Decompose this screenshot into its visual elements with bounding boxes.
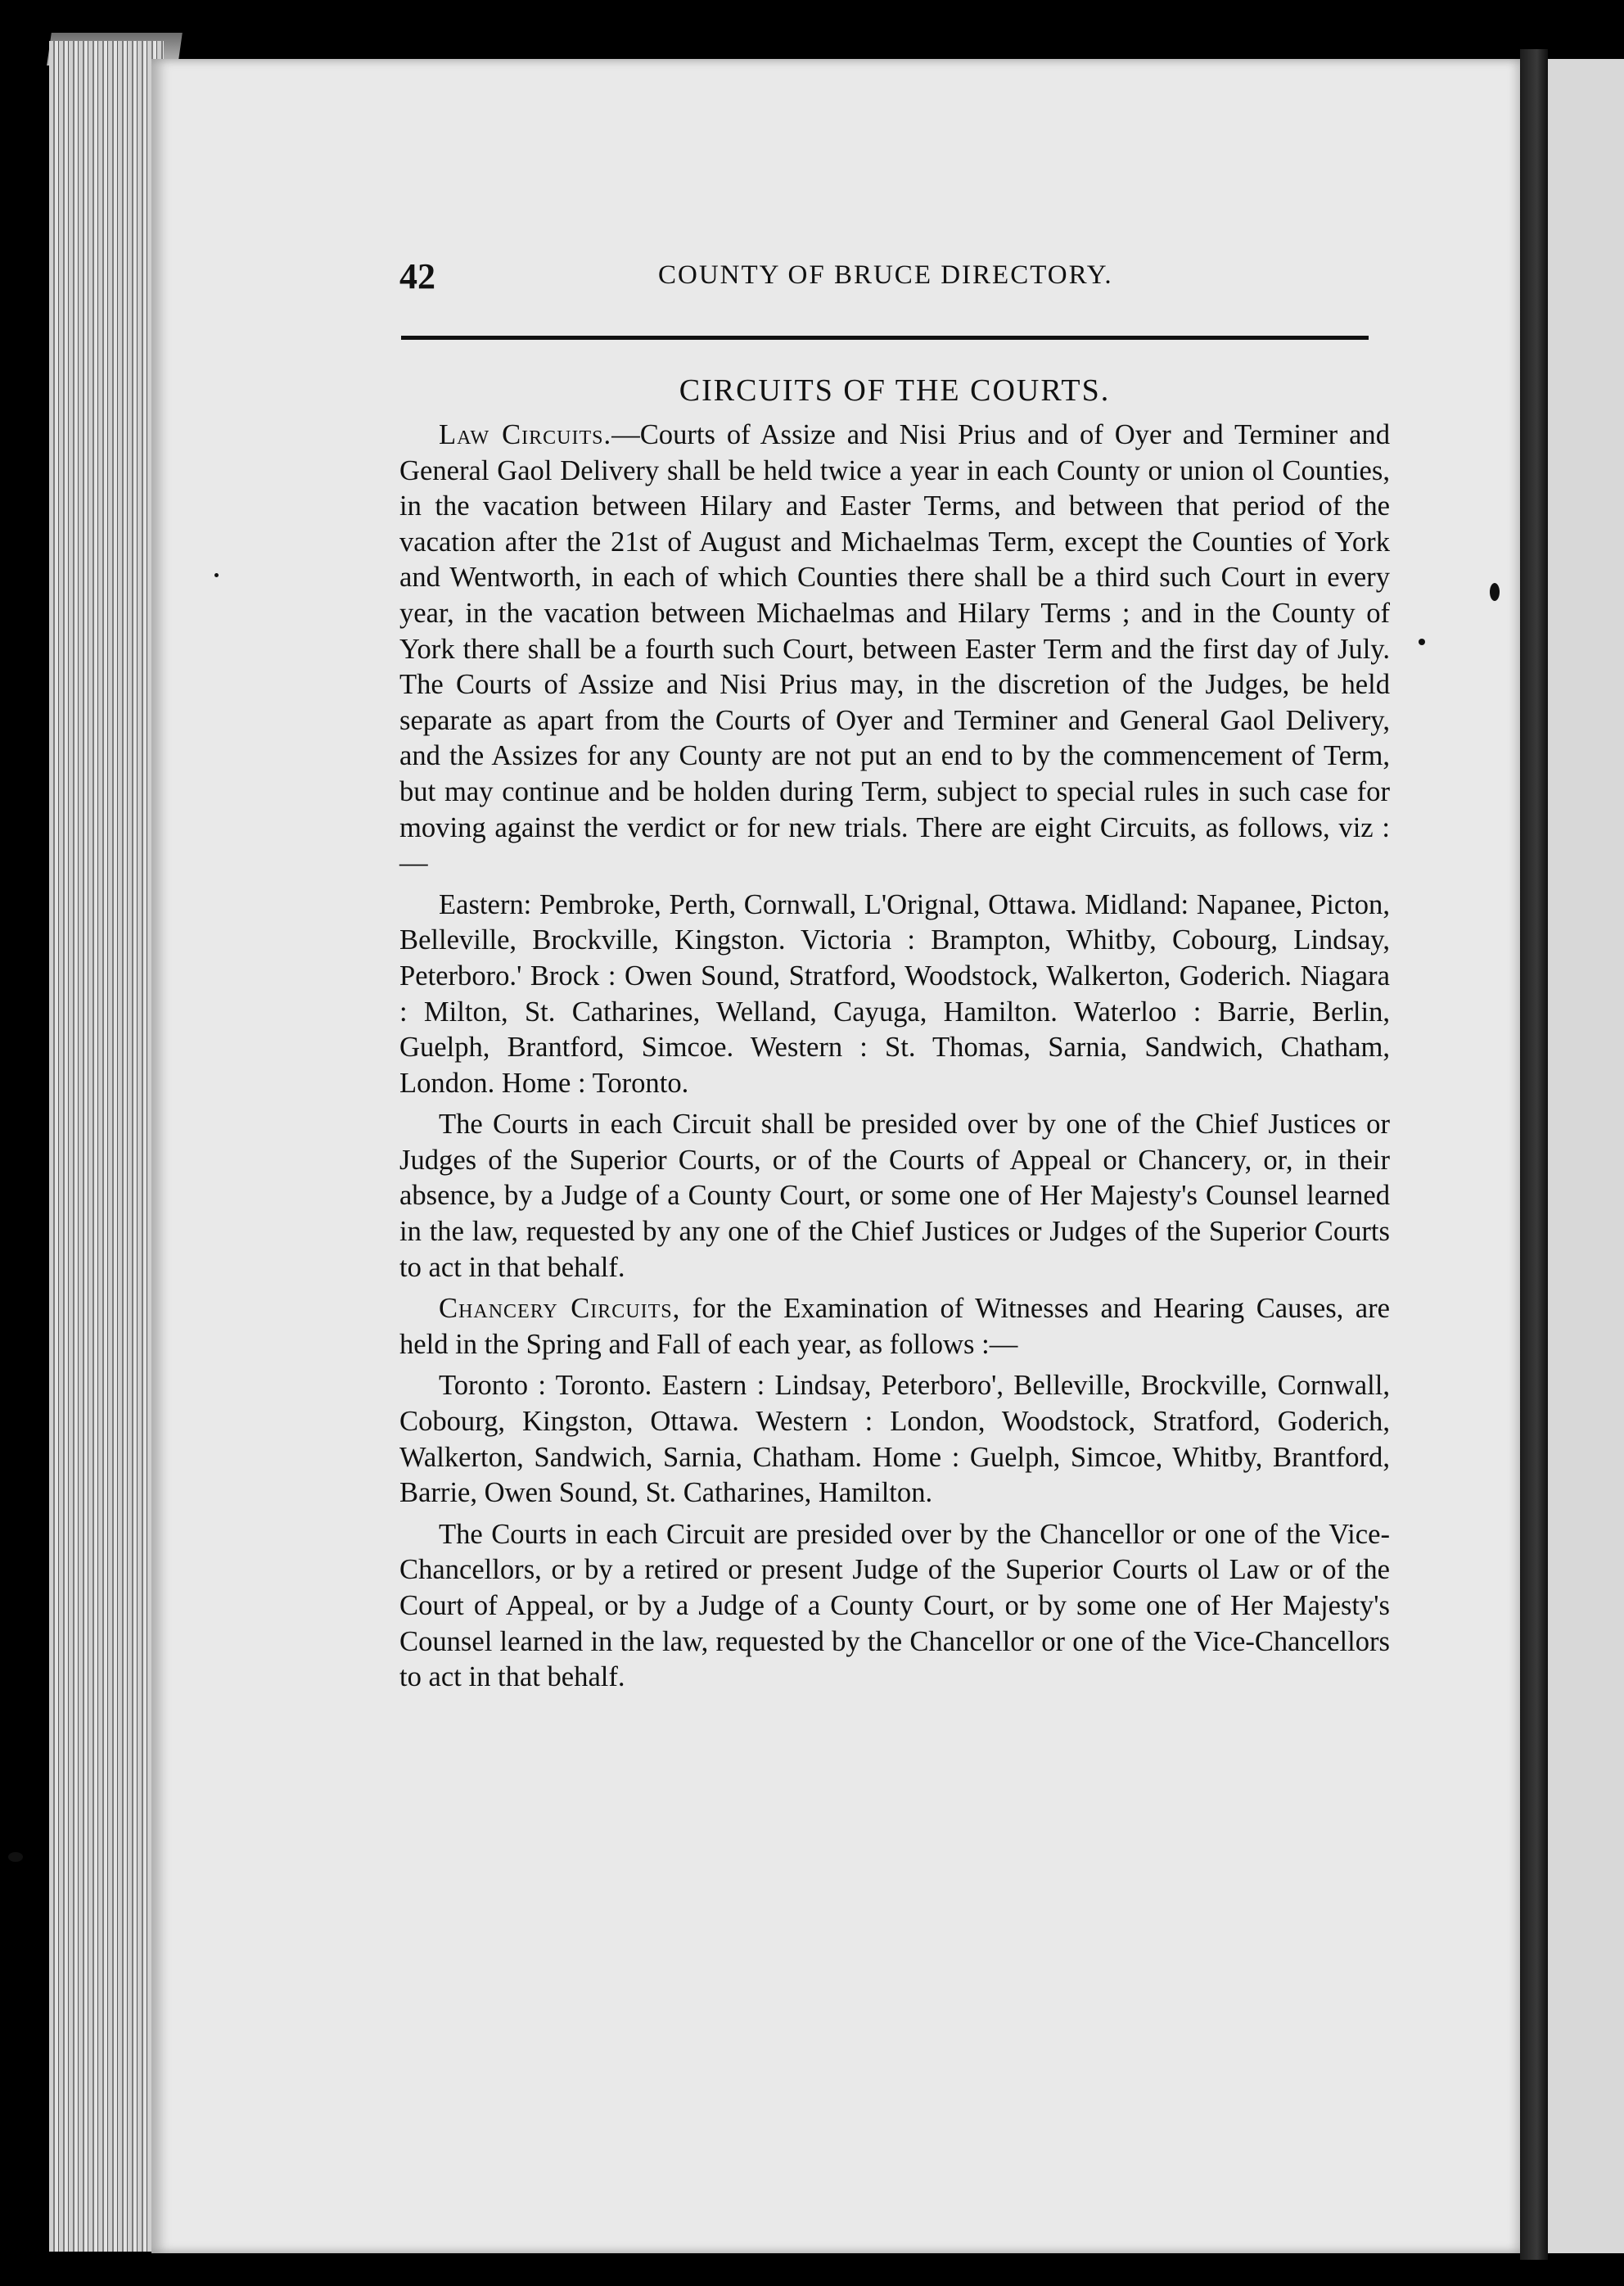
adjacent-page [1548,59,1624,2253]
paragraph-text: for the Examination of Witnesses and Hearing Causes, are held in the Spring and Fall of each year, as follows :— [399,1293,1391,1360]
law-presiding-paragraph [399,1107,1390,1285]
page-body [399,370,1390,1701]
paragraph-text: The Courts in each Circuit shall be presided over by one of the Chief Justices or Judges of the Superior Courts, or of the Courts of Appeal or Chancery, or, in their absence, by a Judge of a County Court, or some one of Her Majesty's Counsel learned in the law, requested by any one of the Chief Justices or Judges of the Superior Courts to act in that behalf. [399,1109,1390,1283]
book-gutter [1520,49,1548,2260]
law-circuits-paragraph [399,418,1390,882]
paragraph-lead: Chancery Circuits, [439,1293,681,1325]
page-number: 42 [399,256,435,296]
ink-speck [8,1852,23,1862]
page-header [399,255,1390,305]
chancery-presiding-paragraph [399,1517,1390,1696]
chancery-circuits-paragraph [399,1291,1390,1362]
law-circuits-list-paragraph [399,888,1390,1102]
paragraph-text: —Courts of Assize and Nisi Prius and of Oyer and Terminer and General Gaol Delivery shall be held twice a year in each County or union ol Counties, in the vacation between Hilary and Easter Terms, and between that period of the vacation after the 21st of August and Michaelmas Term, except the Counties of York and Wentworth, in each of which Counties there shall be a third such Court in every year, in the vacation between Michaelmas and Hilary Terms ; and in the County of York there shall be a fourth such Court, between Easter Term and the first day of July. The Courts of Assize and Nisi Prius may, in the discretion of the Judges, be held separate as apart from the Courts of Oyer and Terminer and General Gaol Delivery, and the Assizes for any County are not put an end to by the commencement of Term, but may continue and be holden during Term, subject to special rules in such case for moving against the verdict or for new trials. There are eight Circuits, as follows, viz :— [399,419,1390,879]
paragraph-text: Eastern: Pembroke, Perth, Cornwall, L'Orignal, Ottawa. Midland: Napanee, Picton, Belleville, Brockville, Kingston. Victoria : Brampton, Whitby, Cobourg, Lindsay, Peterboro.' Brock : Owen Sound, Stratford, Woodstock, Walkerton, Goderich. Niagara : Milton, St. Catharines, Welland, Cayuga, Hamilton. Waterloo : Barrie, Berlin, Guelph, Brantford, Simcoe. Western : St. Thomas, Sarnia, Sandwich, Chatham, London. Home : Toronto. [399,888,1390,1099]
paragraph-text: The Courts in each Circuit are presided over by the Chancellor or one of the Vice-Chancellors, or by a retired or present Judge of the Superior Courts ol Law or of the Court of Appeal, or by a Judge of a County Court, or by some one of Her Majesty's Counsel learned in the law, requested by the Chancellor or one of the Vice-Chancellors to act in that behalf. [399,1518,1390,1693]
chancery-circuits-list-paragraph [399,1368,1390,1511]
paragraph-lead: Law Circuits. [439,419,612,450]
ink-speck [214,573,219,577]
page-edges [49,41,164,2252]
ink-speck [1490,583,1500,601]
paragraph-text: Toronto : Toronto. Eastern : Lindsay, Peterboro', Belleville, Brockville, Cornwall, Cobourg, Kingston, Ottawa. Western : London, Woodstock, Stratford, Goderich, Walkerton, Sandwich, Sarnia, Chatham. Home : Guelph, Simcoe, Whitby, Brantford, Barrie, Owen Sound, St. Catharines, Hamilton. [399,1370,1390,1509]
section-title: CIRCUITS OF THE COURTS. [679,373,1111,408]
running-head: COUNTY OF BRUCE DIRECTORY. [658,260,1113,290]
header-rule [401,336,1369,340]
ink-speck [1419,639,1425,645]
